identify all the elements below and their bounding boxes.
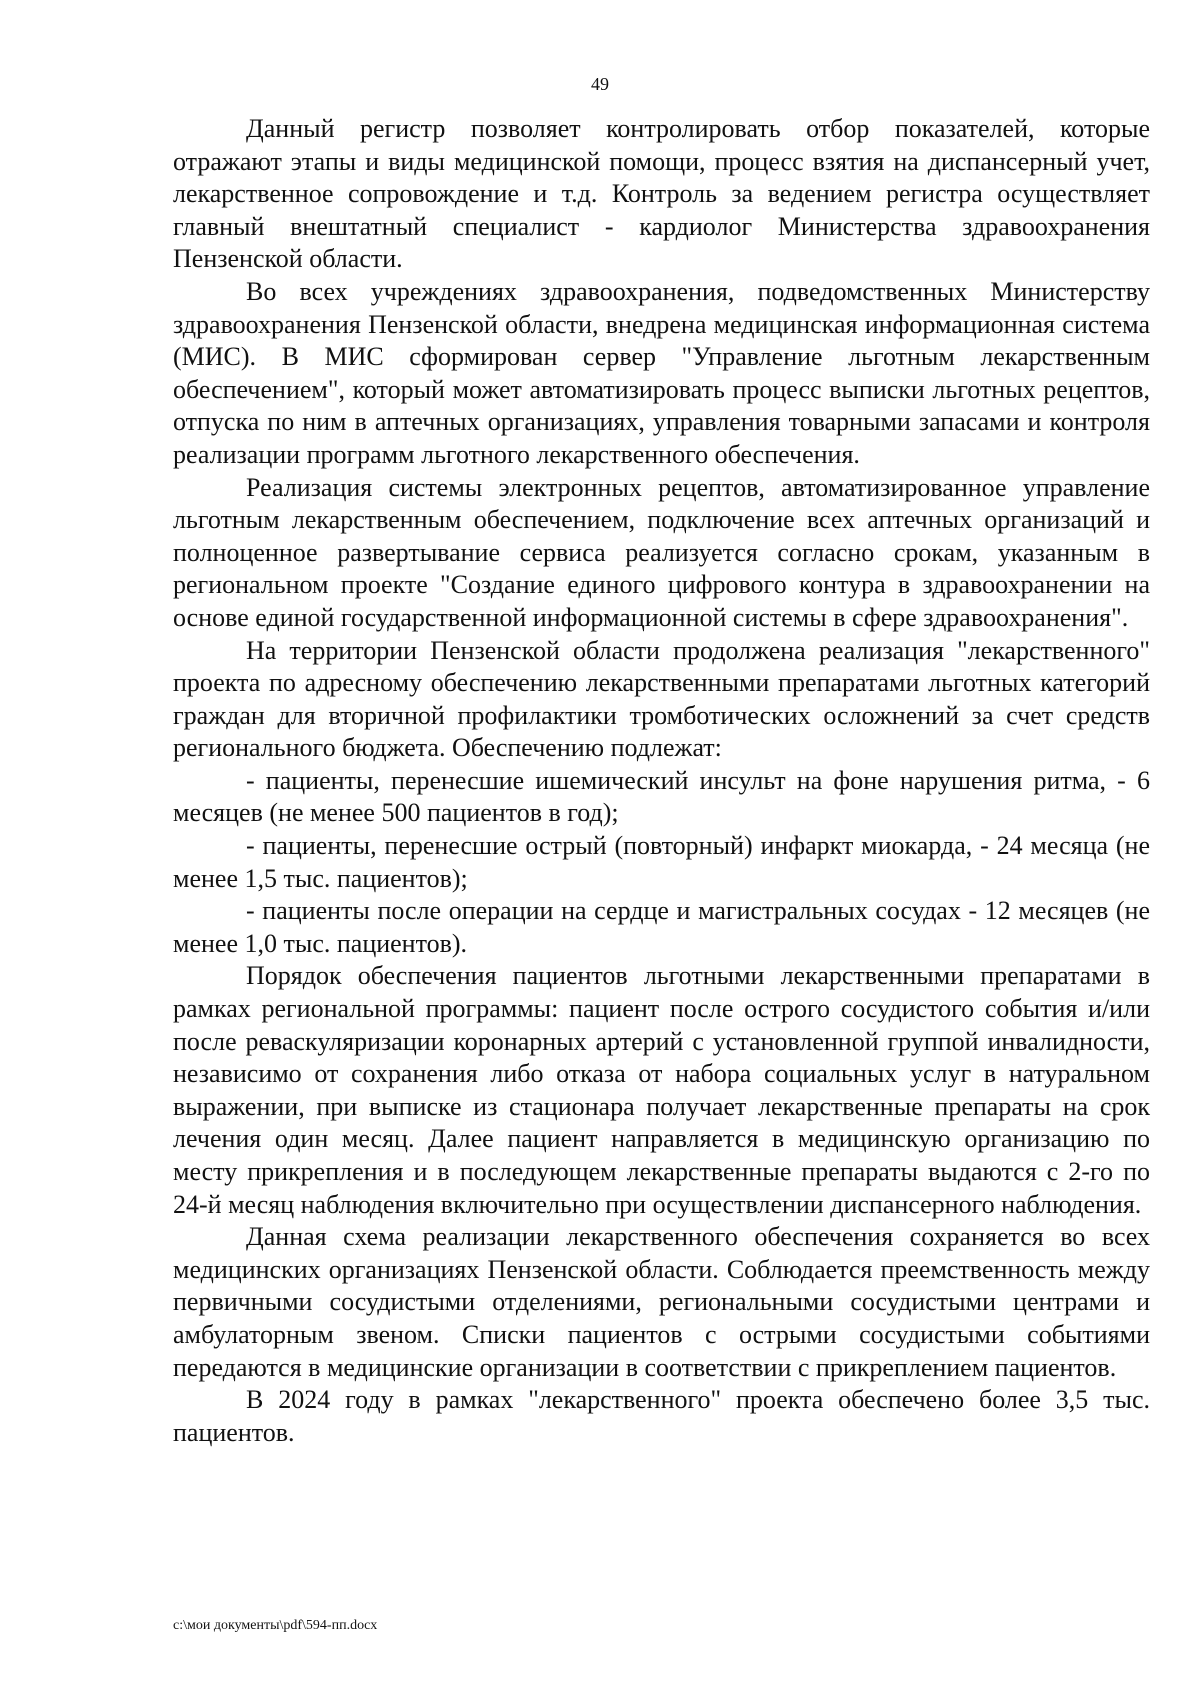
list-item-ischemic-stroke: - пациенты, перенесшие ишемический инсульт на фоне нарушения ритма, - 6 месяцев (не менее 500 пациентов в год); [173,765,1150,828]
paragraph-mis-system: Во всех учреждениях здравоохранения, подведомственных Министерству здравоохранения Пензенской области, внедрена медицинская информационная система (МИС). В МИС сформирован сервер "Управление льготным лекарственным обеспечением", который может автоматизировать процесс выписки льготных рецептов, отпуска по ним в аптечных организациях, управления товарными запасами и контроля реализации программ льготного лекарственного обеспечения. [173,276,1150,469]
paragraph-registry-control: Данный регистр позволяет контролировать отбор показателей, которые отражают этапы и виды медицинской помощи, процесс взятия на диспансерный учет, лекарственное сопровождение и т.д. Контроль за ведением регистра осуществляет главный внештатный специалист - кардиолог Министерства здравоохранения Пензенской области. [173,114,1150,274]
footer-file-path: c:\мои документы\pdf\594-пп.docx [173,1618,378,1633]
paragraph-medicinal-project: На территории Пензенской области продолжена реализация "лекарственного" проекта по адресному обеспечению лекарственными препаратами льготных категорий граждан для вторичной профилактики тромботических осложнений за счет средств регионального бюджета. Обеспечению подлежат: [173,635,1150,763]
paragraph-2024-results: В 2024 году в рамках "лекарственного" проекта обеспечено более 3,5 тыс. пациентов. [173,1385,1150,1447]
document-body [173,113,1150,1449]
paragraph-electronic-prescriptions: Реализация системы электронных рецептов, автоматизированное управление льготным лекарственным обеспечением, подключение всех аптечных организаций и полноценное развертывание сервиса реализуется согласно срокам, указанным в региональном проекте "Создание единого цифрового контура в здравоохранении на основе единой государственной информационной системы в сфере здравоохранения". [173,472,1150,632]
paragraph-continuity: Данная схема реализации лекарственного обеспечения сохраняется во всех медицинских организациях Пензенской области. Соблюдается преемственность между первичными сосудистыми отделениями, региональными сосудистыми центрами и амбулаторным звеном. Списки пациентов с острыми сосудистыми событиями передаются в медицинские организации в соответствии с прикреплением пациентов. [173,1222,1150,1382]
list-item-heart-surgery: - пациенты после операции на сердце и магистральных сосудах - 12 месяцев (не менее 1,0 тыс. пациентов). [173,896,1150,958]
paragraph-provision-procedure: Порядок обеспечения пациентов льготными лекарственными препаратами в рамках региональной программы: пациент после острого сосудистого события и/или после реваскуляризации коронарных артерий с установленной группой инвалидности, независимо от сохранения либо отказа от набора социальных услуг в натуральном выражении, при выписке из стационара получает лекарственные препараты на срок лечения один месяц. Далее пациент направляется в медицинскую организацию по месту прикрепления и в последующем лекарственные препараты выдаются с 2-го по 24-й месяц наблюдения включительно при осуществлении диспансерного наблюдения. [173,961,1150,1219]
page-number: 49 [591,74,609,94]
list-item-myocardial-infarction: - пациенты, перенесшие острый (повторный) инфаркт миокарда, - 24 месяца (не менее 1,5 тыс. пациентов); [173,831,1150,893]
